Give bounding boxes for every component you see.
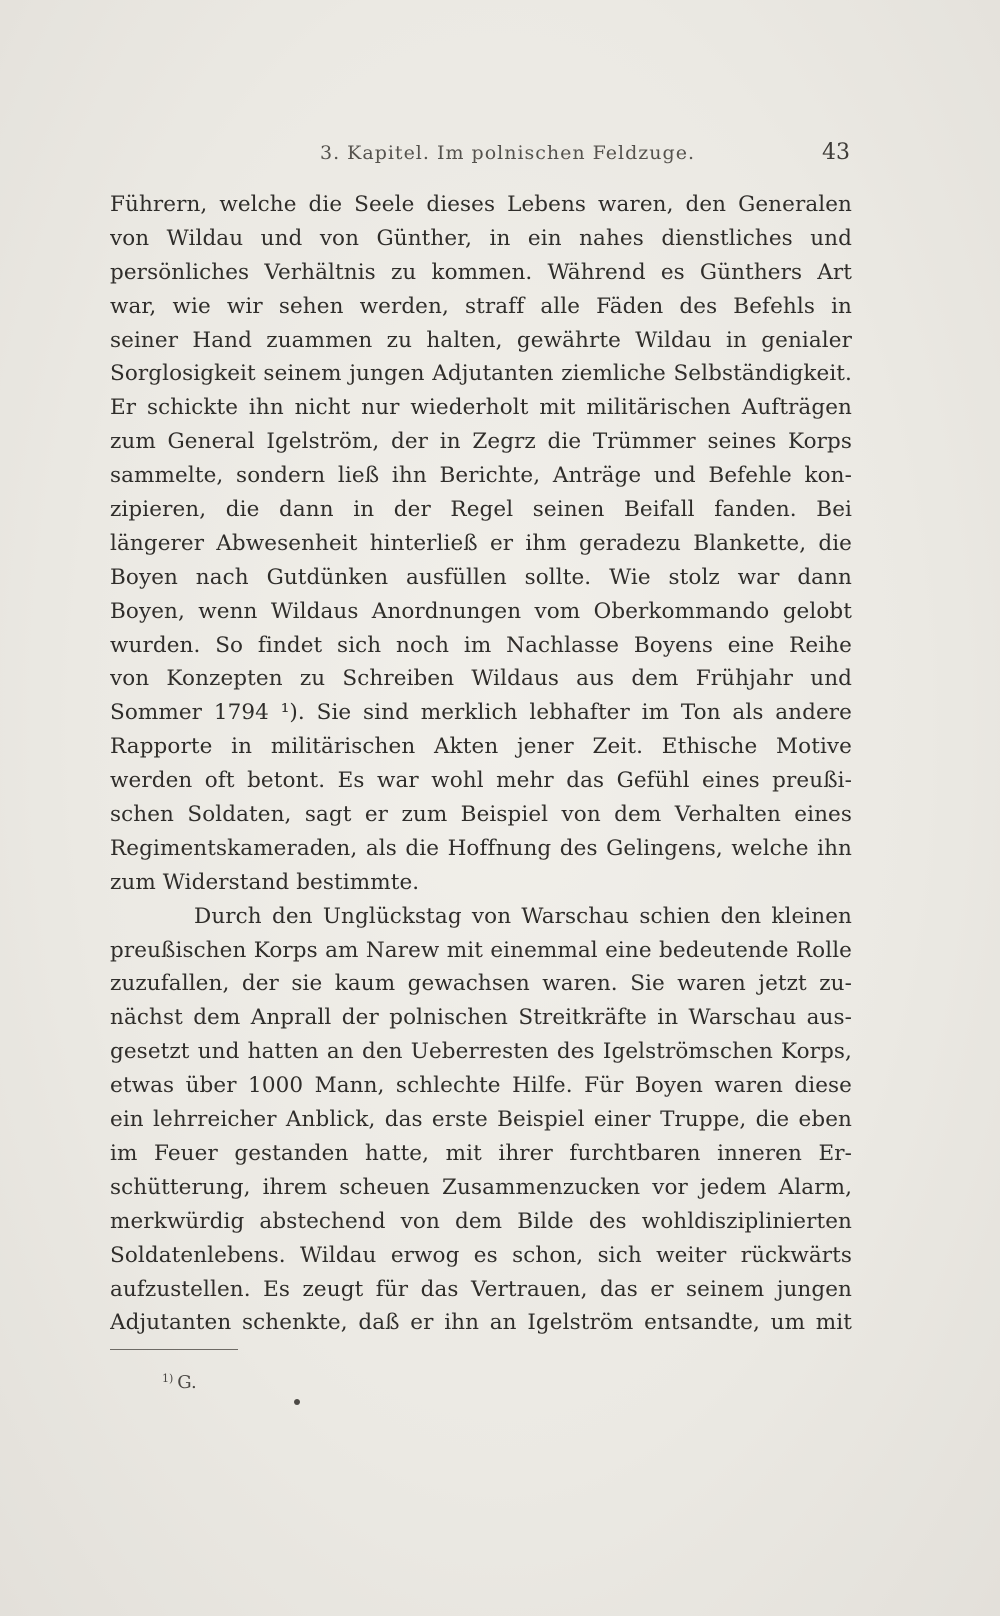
text-line-paragraph-start: Durch den Unglückstag von Warschau schien den kleinen	[194, 903, 852, 929]
ink-speck	[294, 1399, 300, 1405]
text-line: sammelte, sondern ließ ihn Berichte, Anträge und Befehle kon-	[110, 463, 852, 489]
footnote-text: G.	[177, 1372, 197, 1393]
text-line: Regimentskameraden, als die Hoffnung des Gelingens, welche ihn	[110, 835, 852, 861]
text-line: merkwürdig abstechend von dem Bilde des wohldisziplinierten	[110, 1208, 852, 1234]
text-line: schütterung, ihrem scheuen Zusammenzucken vor jedem Alarm,	[110, 1174, 852, 1200]
text-line-paragraph-end: zum Widerstand bestimmte.	[110, 869, 420, 895]
text-line: wurden. So findet sich noch im Nachlasse Boyens eine Reihe	[110, 632, 852, 658]
text-line: Führern, welche die Seele dieses Lebens waren, den Generalen	[110, 192, 852, 217]
text-line: zipieren, die dann in der Regel seinen Beifall fanden. Bei	[110, 497, 852, 523]
text-line: von Wildau und von Günther, in ein nahes dienstliches und	[110, 225, 852, 251]
text-line: nächst dem Anprall der polnischen Streitkräfte in Warschau aus-	[110, 1005, 852, 1031]
text-line: war, wie wir sehen werden, straff alle Fäden des Befehls in	[110, 293, 852, 319]
text-line: längerer Abwesenheit hinterließ er ihm geradezu Blankette, die	[110, 530, 852, 556]
page-number: 43	[822, 140, 850, 165]
text-line: werden oft betont. Es war wohl mehr das Gefühl eines preußi-	[110, 768, 852, 794]
text-line: Sorglosigkeit seinem jungen Adjutanten ziemliche Selbständigkeit.	[110, 361, 852, 387]
footnote	[162, 1372, 197, 1393]
page-header	[110, 142, 850, 172]
text-line: Adjutanten schenkte, daß er ihn an Igelström entsandte, um mit	[110, 1310, 852, 1336]
text-line: etwas über 1000 Mann, schlechte Hilfe. Für Boyen waren diese	[110, 1073, 852, 1099]
text-line: gesetzt und hatten an den Ueberresten des Igelströmschen Korps,	[110, 1039, 852, 1065]
footnote-marker: 1)	[162, 1372, 174, 1385]
footnote-divider	[110, 1349, 238, 1350]
text-line: im Feuer gestanden hatte, mit ihrer furchtbaren inneren Er-	[110, 1140, 852, 1166]
text-line: aufzustellen. Es zeugt für das Vertrauen, das er seinem jungen	[110, 1276, 852, 1302]
text-line: Rapporte in militärischen Akten jener Zeit. Ethische Motive	[110, 734, 852, 760]
body-text	[110, 188, 852, 1340]
text-line: Sommer 1794 ¹). Sie sind merklich lebhafter im Ton als andere	[110, 700, 852, 726]
text-line: zum General Igelström, der in Zegrz die Trümmer seines Korps	[110, 429, 852, 455]
text-line: ein lehrreicher Anblick, das erste Beispiel einer Truppe, die eben	[110, 1107, 852, 1133]
running-head: 3. Kapitel. Im polnischen Feldzuge.	[320, 142, 695, 164]
text-line: Boyen, wenn Wildaus Anordnungen vom Oberkommando gelobt	[110, 598, 852, 624]
text-line: Er schickte ihn nicht nur wiederholt mit militärischen Aufträgen	[110, 395, 852, 421]
text-line: schen Soldaten, sagt er zum Beispiel von dem Verhalten eines	[110, 802, 852, 828]
text-line: von Konzepten zu Schreiben Wildaus aus dem Frühjahr und	[110, 666, 852, 692]
text-line: Boyen nach Gutdünken ausfüllen sollte. Wie stolz war dann	[110, 564, 852, 590]
text-line: zuzufallen, der sie kaum gewachsen waren. Sie waren jetzt zu-	[110, 971, 852, 997]
text-line: seiner Hand zuammen zu halten, gewährte Wildau in genialer	[110, 327, 852, 353]
text-line: persönliches Verhältnis zu kommen. Während es Günthers Art	[110, 259, 852, 285]
text-line: Soldatenlebens. Wildau erwog es schon, sich weiter rückwärts	[110, 1242, 852, 1268]
text-line: preußischen Korps am Narew mit einemmal eine bedeutende Rolle	[110, 937, 852, 963]
